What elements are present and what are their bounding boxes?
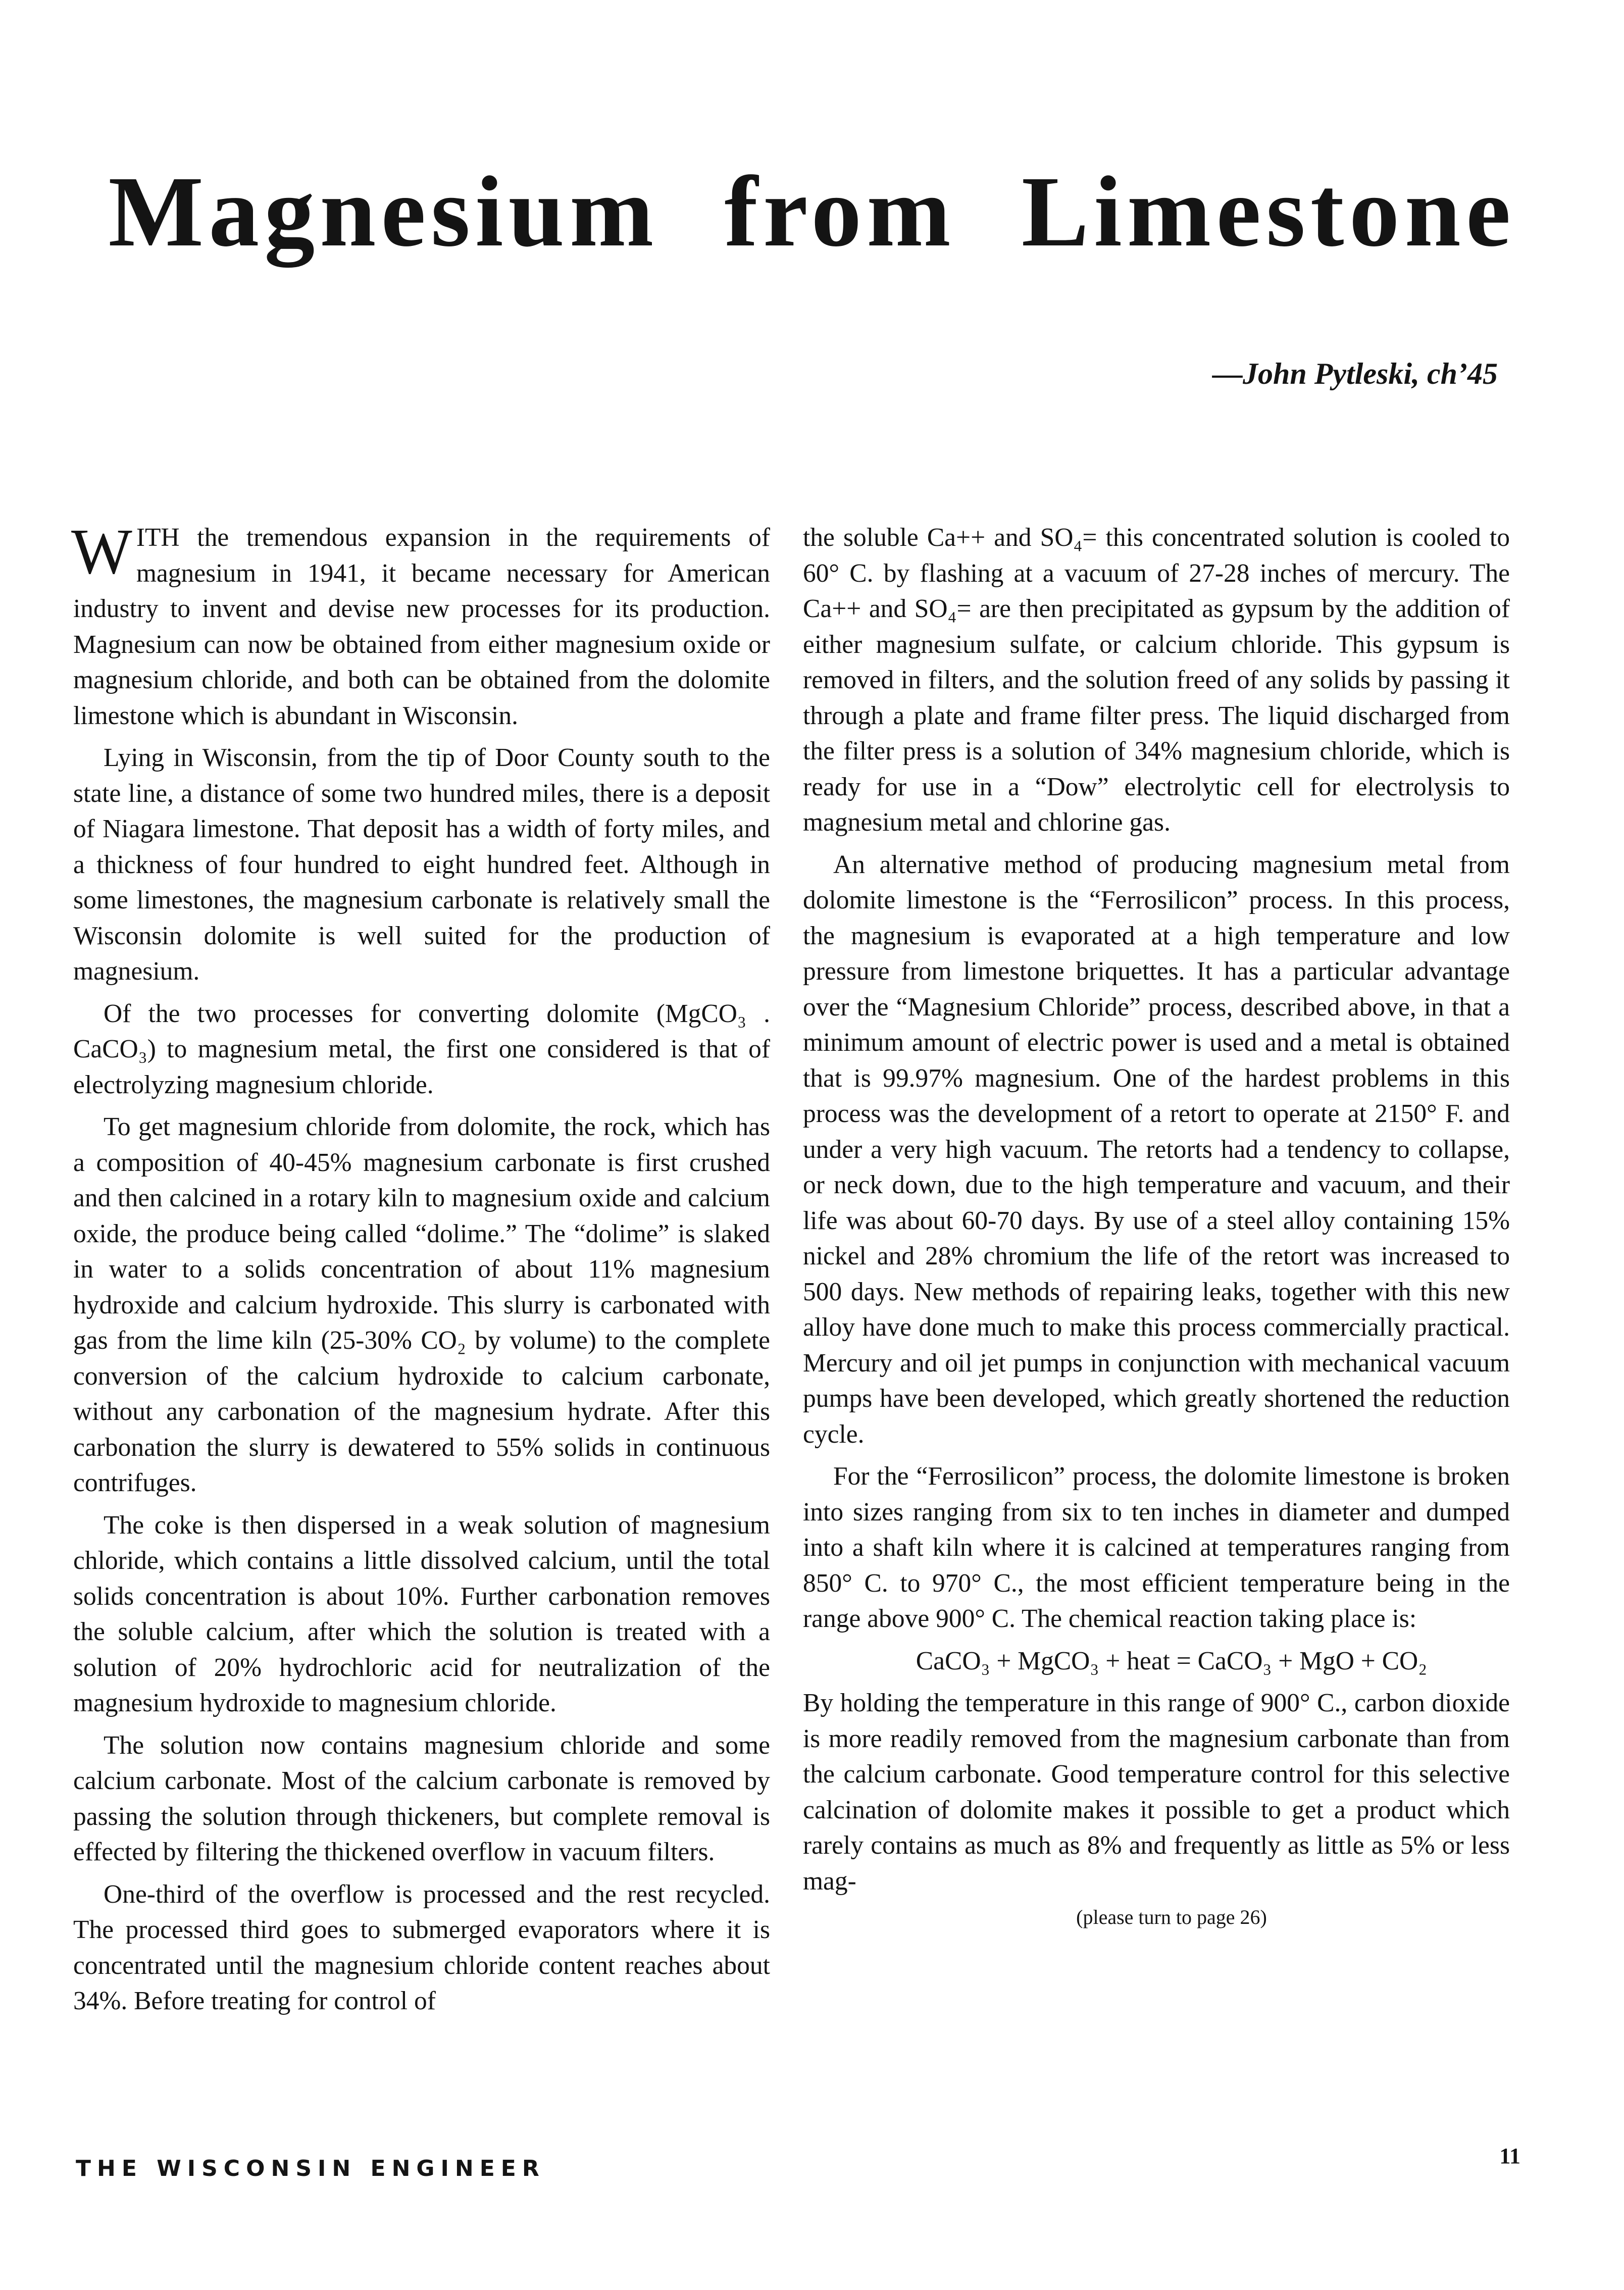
right-column [803,520,1510,1936]
paragraph: The solution now contains magnesium chloride and some calcium carbonate. Most of the calcium carbonate is removed by passing the solution through thickeners, but complete removal is effected by filtering the thickened overflow in vacuum filters. [73,1731,770,1866]
continued-notice: (please turn to page 26) [1076,1906,1267,1928]
paragraph: To get magnesium chloride from dolomite, the rock, which has a composition of 40-45% magnesium carbonate is first crushed and then calcined in a rotary kiln to magnesium oxide and calcium oxide, the produce being called “dolime.” The “dolime” is slaked in water to a solids concentration of about 11% magnesium hydroxide and calcium hydroxide. This slurry is carbonated with gas from the lime kiln (25-30% CO₂ by volume) to the complete conversion of the calcium hydroxide to calcium carbonate, without any carbonation of the magnesium hydrate. After this carbonation the slurry is dewatered to 55% solids in continuous contrifuges. [73,1112,770,1497]
drop-cap: W [71,516,132,587]
publication-name: THE WISCONSIN ENGINEER [76,2156,545,2181]
article-title: Magnesium from Limestone [108,156,1516,268]
paragraph: Of the two processes for converting dolomite (MgCO₃ . CaCO₃) to magnesium metal, the first one considered is that of electrolyzing magnesium chloride. [73,999,770,1099]
paragraph: For the “Ferrosilicon” process, the dolomite limestone is broken into sizes ranging from six to ten inches in diameter and dumped into a shaft kiln where it is calcined at temperatures ranging from 850° C. to 970° C., the most efficient temperature being in the range above 900° C. The chemical reaction taking place is: [803,1462,1510,1633]
paragraph-text: ITH the tremendous expansion in the requirements of magnesium in 1941, it became necessary for American industry to invent and devise new processes for its production. Magnesium can now be obtained from either magnesium oxide or magnesium chloride, and both can be obtained from the dolomite limestone which is abundant in Wisconsin. [73,523,770,730]
paragraph: One-third of the overflow is processed and the rest recycled. The processed third goes to submerged evaporators where it is concentrated until the magnesium chloride content reaches about 34%. Before treating for control of [73,1879,770,2015]
paragraph: the soluble Ca++ and SO₄= this concentrated solution is cooled to 60° C. by flashing at a vacuum of 27-28 inches of mercury. The Ca++ and SO₄= are then precipitated as gypsum by the addition of either magnesium sulfate, or calcium chloride. This gypsum is removed in filters, and the solution freed of any solids by passing it through a plate and frame filter press. The liquid discharged from the filter press is a solution of 34% magnesium chloride, which is ready for use in a “Dow” electrolytic cell for electrolysis to magnesium metal and chlorine gas. [803,523,1510,837]
page-number: 11 [1499,2144,1520,2168]
article-byline: —John Pytleski, ch’45 [1212,357,1498,390]
left-column [71,516,770,2026]
paragraph: The coke is then dispersed in a weak solution of magnesium chloride, which contains a little dissolved calcium, until the total solids concentration is about 10%. Further carbonation removes the soluble calcium, after which the solution is treated with a solution of 20% hydrochloric acid for neutralization of the magnesium hydroxide to magnesium chloride. [73,1510,770,1717]
paragraph: By holding the temperature in this range of 900° C., carbon dioxide is more readily removed from the magnesium carbonate than from the calcium carbonate. Good temperature control for this selective calcination of dolomite makes it possible to get a product which rarely contains as much as 8% and frequently as little as 5% or less mag- [803,1689,1510,1896]
chemical-equation: CaCO₃ + MgCO₃ + heat = CaCO₃ + MgO + CO₂ [916,1646,1428,1675]
paragraph: Lying in Wisconsin, from the tip of Door County south to the state line, a distance of some two hundred miles, there is a deposit of Niagara limestone. That deposit has a width of forty miles, and a thickness of four hundred to eight hundred feet. Although in some limestones, the magnesium carbonate is relatively small the Wisconsin dolomite is well suited for the production of magnesium. [73,743,770,986]
paragraph: An alternative method of producing magnesium metal from dolomite limestone is the “Ferrosilicon” process. In this process, the magnesium is evaporated at a high temperature and low pressure from limestone briquettes. It has a particular advantage over the “Magnesium Chloride” process, described above, in that a minimum amount of electric power is used and a metal is obtained that is 99.97% magnesium. One of the hardest problems in this process was the development of a retort to operate at 2150° F. and under a very high vacuum. The retorts had a tendency to collapse, or neck down, due to the high temperature and vacuum, and their life was about 60-70 days. By use of a steel alloy containing 15% nickel and 28% chromium the life of the retort was increased to 500 days. New methods of repairing leaks, together with this new alloy have done much to make this process commercially practical. Mercury and oil jet pumps in conjunction with mechanical vacuum pumps have been developed, which greatly shortened the reduction cycle. [803,850,1510,1449]
paragraph [71,516,770,734]
